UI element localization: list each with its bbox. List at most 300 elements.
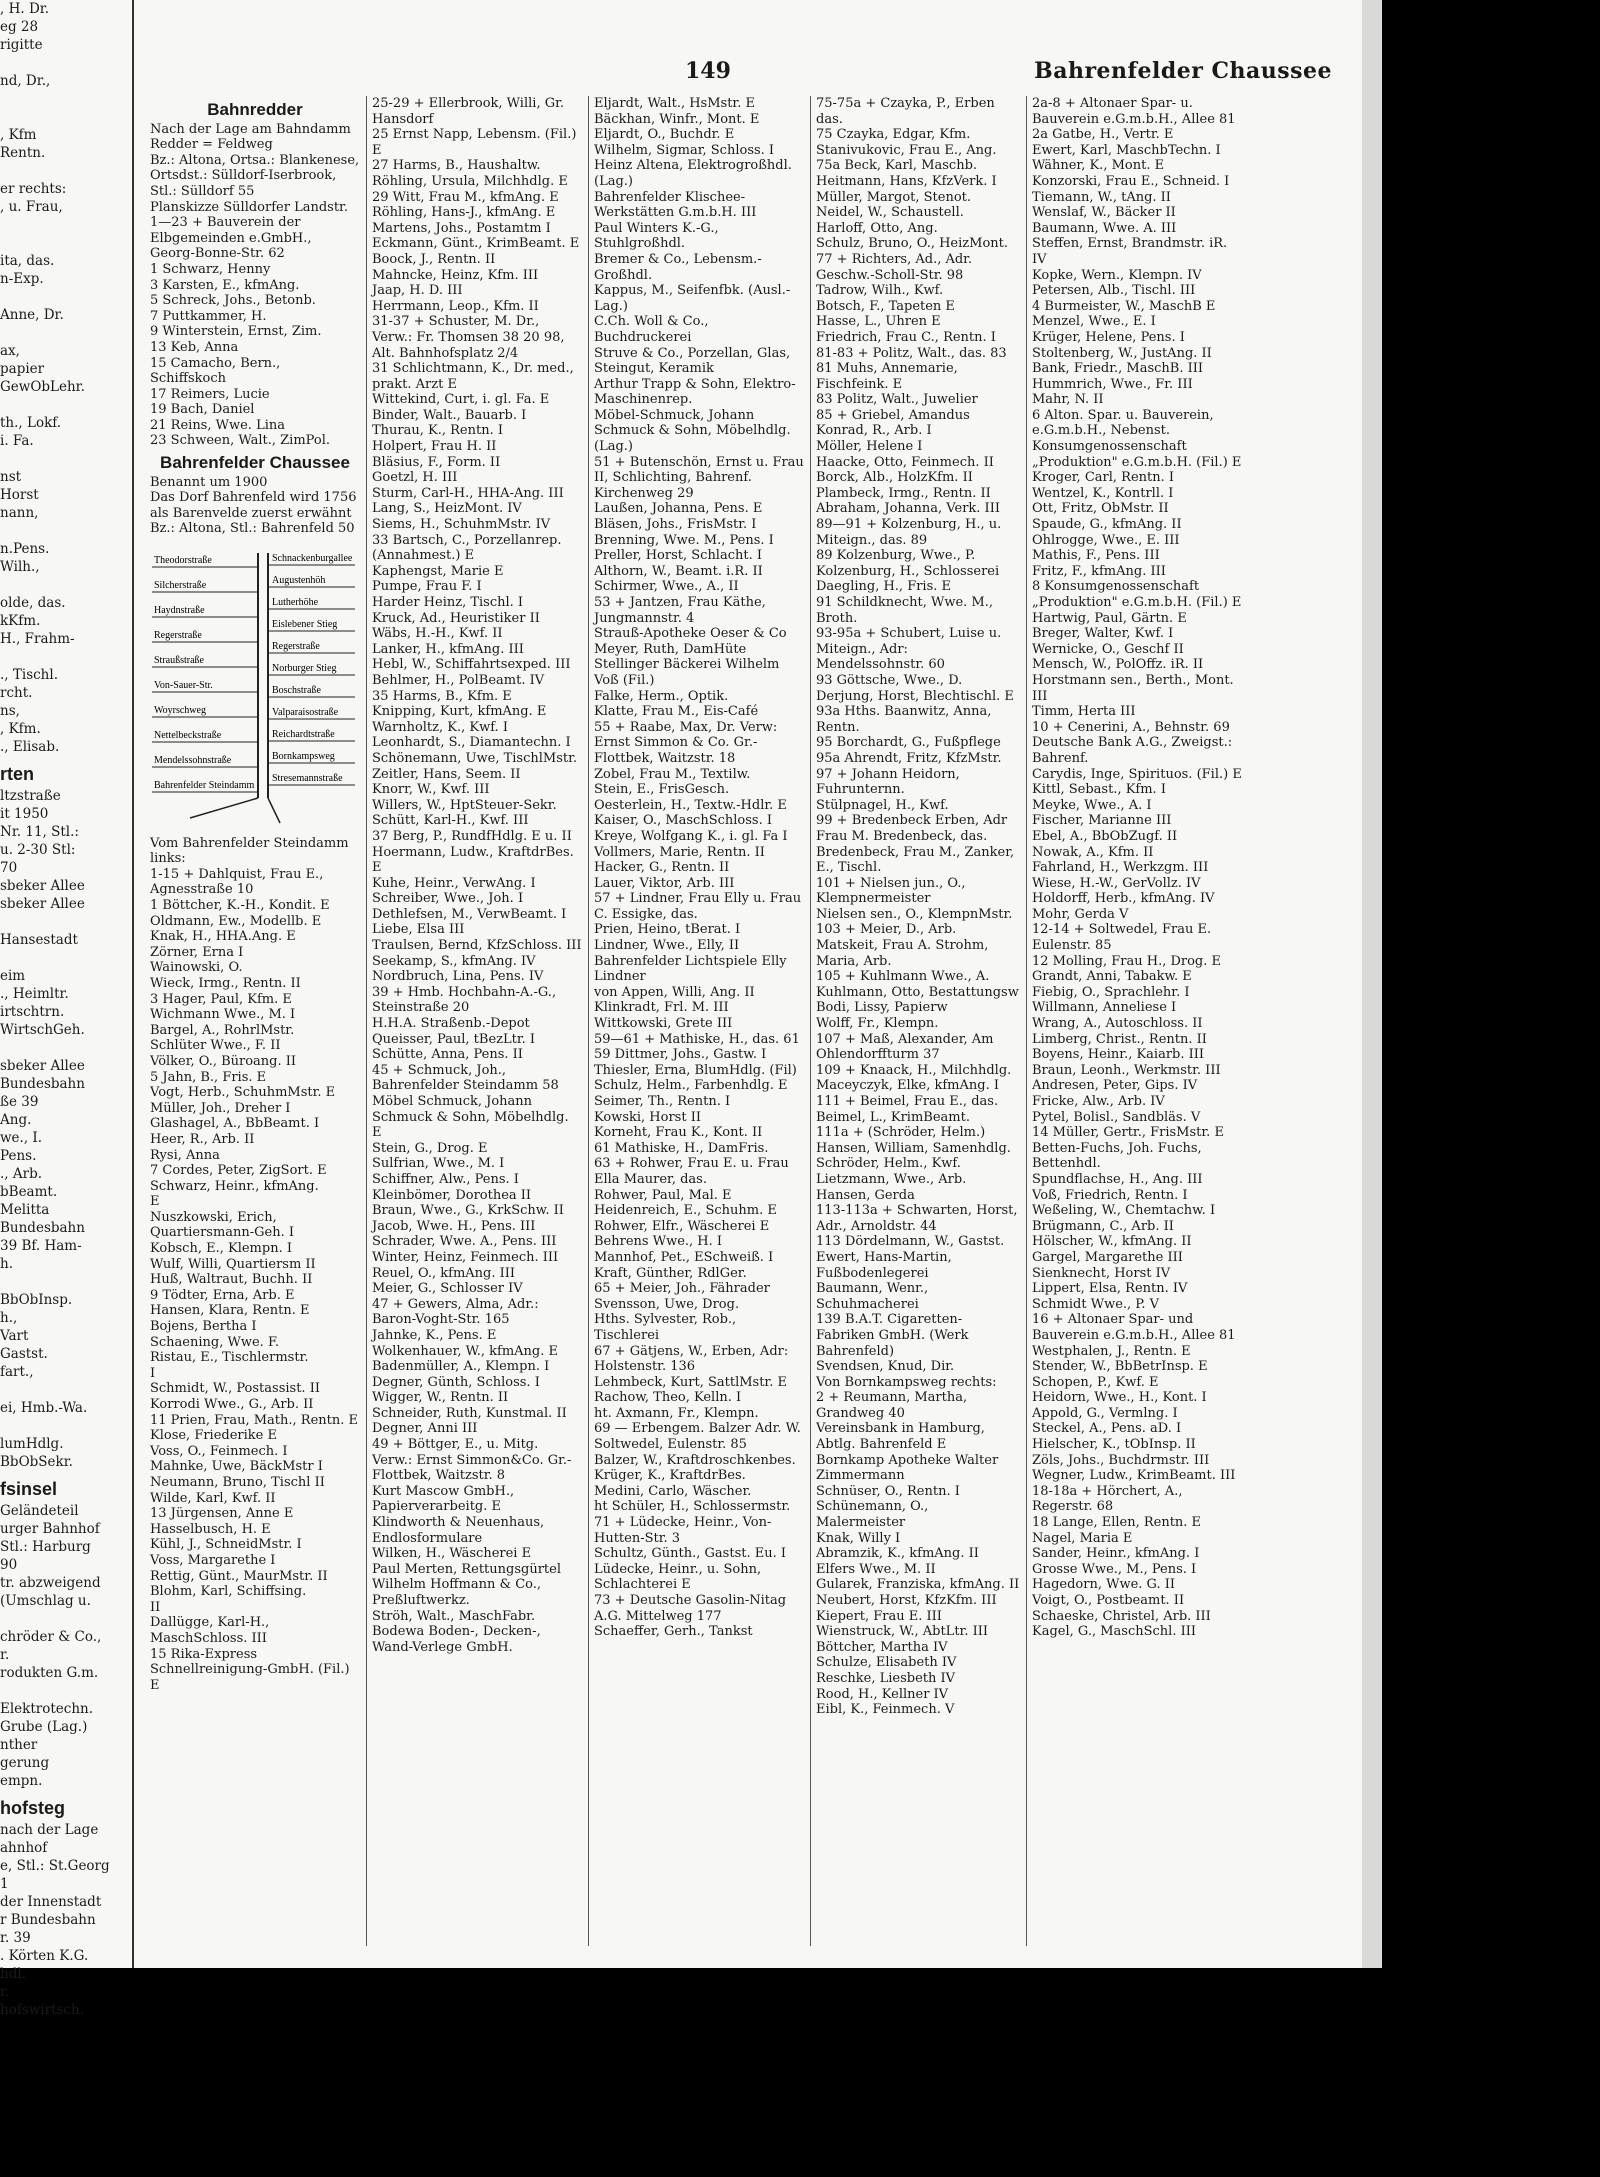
directory-entry: Jahnke, K., Pens. E: [372, 1327, 497, 1343]
directory-entry: 93-95a + Schubert, Luise u. Miteign., Adr: Mendelssohnstr. 60: [816, 626, 1006, 673]
directory-entry: Oesterlein, H., Textw.-Hdlr. E: [594, 797, 787, 813]
entry-list: [816, 96, 1020, 1718]
directory-entry: Elfers Wwe., M. II: [816, 1561, 936, 1577]
directory-entry: Konzorski, Frau E., Schneid. I: [1032, 173, 1230, 189]
directory-entry: Kaphengst, Marie E: [372, 563, 504, 579]
directory-entry: Grandt, Anni, Tabakw. E: [1032, 969, 1192, 985]
directory-entry: Glashagel, A., BbBeamt. I: [150, 1116, 320, 1132]
fragment-line: [0, 216, 132, 234]
directory-entry: Knak, H., HHA.Ang. E: [150, 929, 296, 945]
directory-entry: Schünemann, O., Malermeister: [816, 1499, 933, 1531]
directory-entry: Schirmer, Wwe., A., II: [594, 579, 739, 595]
directory-entry: 25-29 + Ellerbrook, Willi, Gr. Hansdorf: [372, 96, 569, 127]
directory-entry: Müller, Margot, Stenot.: [816, 189, 972, 205]
directory-entry: 21 Reins, Wwe. Lina: [150, 417, 285, 433]
directory-entry: Falke, Herm., Optik.: [594, 688, 729, 704]
directory-entry: Leonhardt, S., Diamantechn. I: [372, 735, 571, 751]
fragment-line: , H. Dr.: [0, 1, 50, 17]
fragment-line: [0, 1610, 132, 1628]
fragment-line: lumHdlg.: [0, 1436, 64, 1452]
directory-entry: Klose, Friederike E: [150, 1428, 277, 1444]
directory-entry: Warnholtz, K., Kwf. I: [372, 719, 508, 735]
directory-entry: Krüger, K., KraftdrBes.: [594, 1468, 746, 1484]
directory-entry: Spundflachse, H., Ang. III: [1032, 1171, 1203, 1187]
directory-entry: Möller, Helene I: [816, 439, 923, 455]
directory-entry: Medini, Carlo, Wäscher.: [594, 1483, 752, 1499]
fragment-line: ltzstraße: [0, 788, 61, 804]
directory-entry: Heidenreich, E., Schuhm. E: [594, 1203, 777, 1219]
page-title: Bahrenfelder Chaussee: [1034, 58, 1332, 84]
directory-entry: 75-75a + Czayka, P., Erben das.: [816, 96, 999, 127]
directory-entry: 2a-8 + Altonaer Spar- u. Bauverein e.G.m.b.H., Allee 81: [1032, 96, 1236, 127]
directory-entry: Schlüter Wwe., F. II: [150, 1038, 281, 1054]
directory-entry: Eibl, K., Feinmech. V: [816, 1702, 955, 1718]
directory-entry: Stülpnagel, H., Kwf.: [816, 797, 949, 813]
directory-entry: Pytel, Bolisl., Sandbläs. V: [1032, 1109, 1201, 1125]
directory-entry: Voss, O., Feinmech. I: [150, 1443, 288, 1459]
directory-entry: I: [150, 1365, 156, 1381]
directory-entry: Holpert, Frau H. II: [372, 439, 497, 455]
directory-entry: Prien, Heino, tBerat. I: [594, 922, 741, 938]
directory-entry: Fahrland, H., Werkzgm. III: [1032, 860, 1209, 876]
fragment-line: sbeker Allee: [0, 896, 85, 912]
map-street-label: Mendelssohnstraße: [154, 755, 232, 767]
fragment-line: eg 28: [0, 19, 39, 35]
fragment-line: Wilh.,: [0, 559, 40, 575]
directory-entry: Eljardt, Walt., HsMstr. E: [594, 96, 755, 111]
directory-entry: Lang, S., HeizMont. IV: [372, 501, 522, 517]
map-street-label: Haydnstraße: [154, 605, 205, 617]
column-3: [594, 96, 808, 1946]
directory-entry: 49 + Böttger, E., u. Mitg. Verw.: Ernst Simmon&Co. Gr.-Flottbek, Waitzstr. 8: [372, 1437, 572, 1484]
fragment-line: , u. Frau,: [0, 199, 63, 215]
map-street-label: Eislebener Stieg: [272, 619, 338, 631]
directory-entry: Jacob, Wwe. H., Pens. III: [372, 1218, 536, 1234]
map-street-label: Bahrenfelder Steindamm: [154, 780, 255, 792]
street-heading: Bahrenfelder Chaussee: [160, 453, 350, 473]
directory-entry: 5 Jahn, B., Fris. E: [150, 1069, 267, 1085]
directory-entry: 37 Berg, P., RundfHdlg. E u. II: [372, 828, 572, 844]
fragment-line: tr. abzweigend: [0, 1575, 101, 1591]
directory-entry: 7 Puttkammer, H.: [150, 308, 267, 324]
directory-entry: 14 Müller, Gertr., FrisMstr. E: [1032, 1125, 1224, 1141]
directory-entry: Willmann, Anneliese I: [1032, 1000, 1177, 1016]
column-divider: [366, 96, 367, 1946]
fragment-line: empn.: [0, 1773, 43, 1789]
fragment-line: we., I.: [0, 1130, 43, 1146]
directory-entry: Ströh, Walt., MaschFabr.: [372, 1608, 536, 1624]
directory-entry: Limberg, Christ., Rentn. II: [1032, 1031, 1207, 1047]
directory-entry: Brügmann, C., Arb. II: [1032, 1218, 1174, 1234]
fragment-line: h.,: [0, 1310, 18, 1326]
fragment-line: hdl.: [0, 1966, 26, 1982]
fragment-line: u. 2-30 Stl:: [0, 842, 76, 858]
directory-entry: Andresen, Peter, Gips. IV: [1032, 1078, 1198, 1094]
directory-entry: Knipping, Kurt, kfmAng. E: [372, 704, 547, 720]
directory-entry: Kaiser, O., MaschSchloss. I: [594, 813, 773, 829]
directory-entry: Voss, Margarethe I: [150, 1552, 276, 1568]
fragment-line: Gastst.: [0, 1346, 48, 1362]
directory-entry: 3 Hager, Paul, Kfm. E: [150, 991, 292, 1007]
directory-entry: Ott, Fritz, ObMstr. II: [1032, 501, 1169, 517]
directory-entry: Oldmann, Ew., Modellb. E: [150, 913, 322, 929]
directory-entry: Kleinbömer, Dorothea II: [372, 1187, 532, 1203]
directory-entry: Paul Merten, Rettungsgürtel: [372, 1561, 562, 1577]
directory-entry: Hebl, W., Schiffahrtsexped. III: [372, 657, 571, 673]
directory-entry: Huß, Waltraut, Buchh. II: [150, 1272, 313, 1288]
fragment-line: n-Exp.: [0, 271, 44, 287]
directory-entry: 53 + Jantzen, Frau Käthe, Jungmannstr. 4: [594, 595, 770, 626]
directory-entry: 99 + Bredenbeck Erben, Adr Frau M. Bredenbeck, das.: [816, 813, 1012, 844]
fragment-line: 39 Bf. Ham-: [0, 1238, 82, 1254]
fragment-line: sbeker Allee: [0, 878, 85, 894]
directory-entry: Fischer, Marianne III: [1032, 813, 1172, 829]
fragment-line: [0, 288, 132, 306]
directory-entry: Rood, H., Kellner IV: [816, 1686, 949, 1702]
directory-entry: 4 Burmeister, W., MaschB E: [1032, 298, 1216, 314]
directory-entry: 1 Schwarz, Henny: [150, 261, 271, 277]
directory-entry: Deutsche Bank A.G., Zweigst.: Bahrenf.: [1032, 735, 1237, 766]
directory-entry: Horstmann sen., Berth., Mont. III: [1032, 672, 1238, 704]
directory-entry: Schaeffer, Gerh., Tankst: [594, 1624, 753, 1640]
directory-entry: Winter, Heinz, Feinmech. III: [372, 1249, 559, 1265]
directory-entry: Rysi, Anna: [150, 1147, 220, 1163]
directory-entry: Stein, G., Drog. E: [372, 1140, 488, 1156]
directory-entry: 13 Jürgensen, Anne E: [150, 1506, 294, 1522]
map-street-label: Nettelbeckstraße: [154, 730, 222, 742]
directory-entry: Hartwig, Paul, Gärtn. E: [1032, 610, 1187, 626]
fragment-line: nach der Lage: [0, 1822, 99, 1838]
directory-entry: 47 + Gewers, Alma, Adr.: Baron-Voght-Str. 165: [372, 1296, 543, 1328]
fragment-line: ei, Hmb.-Wa.: [0, 1400, 88, 1416]
directory-entry: Boock, J., Rentn. II: [372, 251, 496, 267]
fragment-line: Bundesbahn: [0, 1220, 85, 1236]
directory-entry: Daegling, H., Fris. E: [816, 579, 952, 595]
fragment-line: irtschtrn.: [0, 1004, 65, 1020]
fragment-line: r.: [0, 1984, 10, 2000]
directory-entry: Balzer, W., Kraftdroschkenbes.: [594, 1452, 796, 1468]
directory-entry: Friedrich, Frau C., Rentn. I: [816, 329, 996, 345]
fragment-line: ax,: [0, 343, 20, 359]
directory-entry: Schönemann, Uwe, TischlMstr.: [372, 750, 578, 766]
directory-entry: Mahncke, Heinz, Kfm. III: [372, 267, 539, 283]
directory-entry: Stanivukovic, Frau E., Ang.: [816, 142, 997, 158]
directory-entry: 91 Schildknecht, Wwe. M., Broth.: [816, 595, 998, 626]
directory-entry: Botsch, F., Tapeten E: [816, 298, 955, 314]
directory-entry: Schultz, Günth., Gastst. Eu. I: [594, 1546, 787, 1562]
directory-entry: Wäbs, H.-H., Kwf. II: [372, 626, 503, 642]
directory-entry: Bremer & Co., Lebensm.-Großhdl.: [594, 251, 762, 283]
directory-entry: Spaude, G., kfmAng. II: [1032, 517, 1182, 533]
fragment-line: kKfm.: [0, 613, 41, 629]
fragment-line: chröder & Co.,: [0, 1629, 102, 1645]
directory-entry: 19 Bach, Daniel: [150, 402, 255, 418]
directory-entry: Lauer, Viktor, Arb. III: [594, 875, 735, 891]
directory-entry: 89—91 + Kolzenburg, H., u. Miteign., das. 89: [816, 517, 1006, 548]
fragment-line: [0, 450, 132, 468]
directory-entry: Menzel, Wwe., E. I: [1032, 314, 1156, 330]
directory-entry: Hths. Sylvester, Rob., Tischlerei: [594, 1312, 741, 1343]
map-street-label: Regerstraße: [272, 641, 320, 653]
directory-entry: 101 + Nielsen jun., O., Klempnermeister: [816, 875, 970, 907]
fragment-line: ns,: [0, 703, 20, 719]
fragment-line: [0, 1417, 132, 1435]
directory-entry: Wichmann Wwe., M. I: [150, 1007, 296, 1023]
fragment-line: h.: [0, 1256, 13, 1272]
fragment-line: ., Tischl.: [0, 667, 58, 683]
directory-entry: II: [150, 1599, 161, 1615]
directory-entry: Lippert, Elsa, Rentn. IV: [1032, 1281, 1188, 1297]
directory-entry: 2 + Reumann, Martha, Grandweg 40: [816, 1390, 972, 1421]
directory-entry: Mahnke, Uwe, BäckMstr I: [150, 1459, 323, 1475]
directory-entry: Wulf, Willi, Quartiersm II: [150, 1256, 316, 1272]
fragment-line: Rentn.: [0, 145, 46, 161]
directory-entry: 107 + Maß, Alexander, Am Ohlendorffturm 37: [816, 1031, 998, 1063]
directory-entry: Hagedorn, Wwe. G. II: [1032, 1577, 1176, 1593]
directory-entry: Stender, W., BbBetrInsp. E: [1032, 1359, 1208, 1375]
directory-entry: Bahrenfelder Lichtspiele Elly Lindner: [594, 953, 791, 985]
fragment-line: it 1950: [0, 806, 49, 822]
map-street-label: Woyrschweg: [154, 705, 206, 717]
directory-entry: Nielsen sen., O., KlempnMstr.: [816, 906, 1013, 922]
directory-entry: Schmidt, W., Postassist. II: [150, 1381, 320, 1397]
fragment-line: nst: [0, 469, 22, 485]
directory-entry: Wilhelm, Sigmar, Schloss. I: [594, 142, 775, 158]
directory-entry: Paul Winters K.-G., Stuhlgroßhdl.: [594, 220, 723, 252]
directory-entry: 1 Böttcher, K.-H., Kondit. E: [150, 898, 330, 913]
directory-entry: 7 Cordes, Peter, ZigSort. E: [150, 1163, 327, 1179]
fragment-heading: fsinsel: [0, 1479, 58, 1499]
directory-entry: Bahrenfelder Klischee-Werkstätten G.m.b.H. III: [594, 189, 757, 221]
fragment-line: [0, 54, 132, 72]
directory-entry: Jaap, H. D. III: [372, 283, 463, 299]
fragment-line: , Kfm.: [0, 721, 41, 737]
directory-entry: 95a Ahrendt, Fritz, KfzMstr.: [816, 750, 1002, 766]
directory-entry: Kowski, Horst II: [594, 1109, 701, 1125]
fragment-line: Geländeteil: [0, 1503, 79, 1519]
directory-entry: 29 Witt, Frau M., kfmAng. E: [372, 189, 559, 205]
directory-entry: 139 B.A.T. Cigaretten-Fabriken GmbH. (Werk Bahrenfeld): [816, 1312, 973, 1359]
directory-entry: Reschke, Liesbeth IV: [816, 1670, 956, 1686]
directory-entry: Lietzmann, Wwe., Arb.: [816, 1171, 967, 1187]
directory-entry: Knorr, W., Kwf. III: [372, 782, 490, 798]
directory-entry: Neubert, Horst, KfzKfm. III: [816, 1593, 997, 1608]
directory-entry: 31-37 + Schuster, M. Dr., Verw.: Fr. Thomsen 38 20 98, Alt. Bahnhofsplatz 2/4: [372, 314, 569, 361]
directory-entry: Sander, Heinr., kfmAng. I: [1032, 1546, 1200, 1562]
directory-entry: Das Dorf Bahrenfeld wird 1756 als Barenvelde zuerst erwähnt: [150, 490, 361, 521]
fragment-line: r.: [0, 1647, 10, 1663]
directory-entry: Siems, H., SchuhmMstr. IV: [372, 517, 551, 533]
column-1: [150, 96, 364, 1946]
directory-entry: 63 + Rohwer, Frau E. u. Frau Ella Maurer, das.: [594, 1156, 793, 1187]
directory-entry: Heidorn, Wwe., H., Kont. I: [1032, 1390, 1207, 1406]
fragment-line: , Kfm: [0, 127, 37, 143]
directory-entry: Bodi, Lissy, Papierw: [816, 1000, 948, 1016]
page-edge: [1362, 0, 1382, 1968]
directory-entry: 71 + Lüdecke, Heinr., Von-Hutten-Str. 3: [594, 1515, 772, 1546]
directory-entry: Bredenbeck, Frau M., Zanker, E., Tischl.: [816, 844, 1019, 876]
directory-entry: 45 + Schmuck, Joh., Bahrenfelder Steindamm 58: [372, 1062, 559, 1094]
directory-entry: 113 Dördelmann, W., Gastst.: [816, 1234, 1005, 1250]
fragment-line: fart.,: [0, 1364, 34, 1380]
entry-list: [150, 121, 364, 449]
directory-entry: Vereinsbank in Hamburg, Abtlg. Bahrenfeld E: [816, 1421, 990, 1453]
map-street-label: Straußstraße: [154, 655, 204, 667]
directory-entry: 1-15 + Dahlquist, Frau E., Agnesstraße 10: [150, 866, 328, 898]
fragment-line: Horst: [0, 487, 39, 503]
directory-entry: Blohm, Karl, Schiffsing.: [150, 1584, 307, 1600]
fragment-line: Vart: [0, 1328, 29, 1344]
fragment-line: rodukten G.m.: [0, 1665, 99, 1681]
directory-entry: C.Ch. Woll & Co., Buchdruckerei: [594, 314, 713, 345]
directory-entry: Rettig, Günt., MaurMstr. II: [150, 1568, 328, 1584]
directory-entry: Hacker, G., Rentn. II: [594, 860, 730, 876]
directory-entry: 12-14 + Soltwedel, Frau E. Eulenstr. 85: [1032, 922, 1216, 954]
directory-entry: Degner, Günth, Schloss. I: [372, 1374, 540, 1390]
directory-entry: 3 Karsten, E., kfmAng.: [150, 277, 300, 293]
directory-entry: Hielscher, K., tObInsp. II: [1032, 1437, 1196, 1453]
directory-entry: H.H.A. Straßenb.-Depot: [372, 1016, 530, 1032]
fragment-line: [0, 396, 132, 414]
column-divider: [1026, 96, 1027, 1946]
directory-entry: Svendsen, Knud, Dir.: [816, 1359, 955, 1375]
directory-entry: Benannt um 1900: [150, 474, 268, 490]
street-sketch-map: [150, 543, 360, 828]
page-header: [145, 58, 1332, 82]
directory-entry: Goetzl, H. III: [372, 470, 458, 486]
directory-entry: Tadrow, Wilh., Kwf.: [816, 283, 944, 299]
directory-entry: Fricke, Alw., Arb. IV: [1032, 1094, 1165, 1109]
directory-entry: Korrodi Wwe., G., Arb. II: [150, 1397, 314, 1412]
directory-entry: Brenning, Wwe. M., Pens. I: [594, 532, 774, 548]
column-5: [1032, 96, 1242, 1946]
fragment-line: der Innenstadt: [0, 1894, 102, 1910]
directory-entry: Mensch, W., PolOffz. iR. II: [1032, 657, 1204, 673]
fragment-line: n.Pens.: [0, 541, 50, 557]
fragment-line: Elektrotechn.: [0, 1701, 94, 1717]
directory-entry: Bank, Friedr., MaschB. III: [1032, 361, 1204, 377]
fragment-line: Melitta: [0, 1202, 50, 1218]
directory-entry: 18-18a + Hörchert, A., Regerstr. 68: [1032, 1483, 1187, 1515]
directory-entry: 55 + Raabe, Max, Dr. Verw: Ernst Simmon & Co. Gr.-Flottbek, Waitzstr. 18: [594, 719, 782, 766]
directory-entry: Wittekind, Curt, i. gl. Fa. E: [372, 392, 550, 408]
fragment-line: Bundesbahn: [0, 1076, 85, 1092]
directory-entry: Herrmann, Leop., Kfm. II: [372, 298, 539, 314]
directory-entry: Korneht, Frau K., Kont. II: [594, 1125, 763, 1141]
directory-entry: Kittl, Sebast., Kfm. I: [1032, 782, 1166, 798]
directory-entry: Abramzik, K., kfmAng. II: [816, 1546, 979, 1562]
directory-entry: Althorn, W., Beamt. i.R. II: [594, 563, 763, 579]
directory-entry: Voß, Friedrich, Rentn. I: [1032, 1187, 1188, 1203]
directory-entry: Grosse Wwe., M., Pens. I: [1032, 1561, 1197, 1577]
directory-entry: Zörner, Erna I: [150, 944, 244, 960]
fragment-line: Ang.: [0, 1112, 32, 1128]
fragment-line: Anne, Dr.: [0, 307, 64, 323]
fragment-line: 70: [0, 860, 18, 876]
directory-entry: Rachow, Theo, Kelln. I: [594, 1390, 742, 1406]
fragment-line: [0, 324, 132, 342]
directory-entry: Stellinger Bäckerei Wilhelm Voß (Fil.): [594, 657, 784, 688]
directory-entry: Steffen, Ernst, Brandmstr. iR. IV: [1032, 236, 1232, 267]
directory-entry: Wolkenhauer, W., kfmAng. E: [372, 1343, 558, 1359]
directory-entry: Ebel, A., BbObZugf. II: [1032, 828, 1178, 844]
directory-entry: Mohr, Gerda V: [1032, 906, 1129, 922]
map-street-label: Theodorstraße: [154, 555, 212, 567]
directory-entry: Wieck, Irmg., Rentn. II: [150, 975, 301, 991]
fragment-line: (Umschlag u.: [0, 1593, 91, 1609]
fragment-line: nd, Dr.,: [0, 73, 51, 89]
directory-entry: Baumann, Wwe. A. III: [1032, 220, 1177, 236]
directory-entry: Lanker, H., kfmAng. III: [372, 641, 524, 657]
fragment-line: er rechts:: [0, 181, 67, 197]
directory-entry: Ristau, E., Tischlermstr.: [150, 1350, 309, 1366]
directory-entry: Queisser, Paul, tBezLtr. I: [372, 1031, 536, 1047]
fragment-line: r. 39: [0, 1930, 31, 1946]
entry-list: [372, 96, 582, 1655]
directory-entry: Gargel, Margarethe III: [1032, 1249, 1183, 1265]
directory-entry: Traulsen, Bernd, KfzSchloss. III: [372, 938, 582, 954]
fragment-line: WirtschGeh.: [0, 1022, 85, 1038]
directory-entry: Rohwer, Paul, Mal. E: [594, 1187, 732, 1203]
directory-entry: 51 + Butenschön, Ernst u. Frau II, Schlichting, Bahrenf. Kirchenweg 29: [594, 454, 808, 501]
directory-entry: Fiebig, O., Sprachlehr. I: [1032, 984, 1190, 1000]
directory-entry: Röhling, Ursula, Milchhdlg. E: [372, 173, 568, 189]
directory-entry: Harloff, Otto, Ang.: [816, 220, 938, 236]
directory-entry: 103 + Meier, D., Arb. Matskeit, Frau A. Strohm, Maria, Arb.: [816, 922, 993, 969]
directory-entry: Lindner, Wwe., Elly, II: [594, 938, 740, 954]
directory-entry: 27 Harms, B., Haushaltw.: [372, 158, 541, 174]
column-divider: [810, 96, 811, 1946]
directory-entry: Eckmann, Günt., KrimBeamt. E: [372, 236, 580, 252]
directory-entry: Zöls, Johs., Buchdrmstr. III: [1032, 1452, 1210, 1468]
directory-entry: 15 Camacho, Bern., Schiffskoch: [150, 355, 285, 387]
directory-entry: 113-113a + Schwarten, Horst, Adr., Arnoldstr. 44: [816, 1203, 1022, 1234]
directory-entry: Braun, Leonh., Werkmstr. III: [1032, 1062, 1221, 1078]
directory-entry: 89 Kolzenburg, Wwe., P. Kolzenburg, H., Schlosserei: [816, 548, 1000, 579]
directory-entry: Müller, Joh., Dreher I: [150, 1100, 291, 1116]
directory-entry: Steckel, A., Pens. aD. I: [1032, 1421, 1182, 1437]
directory-entry: Ewert, Hans-Martin, Fußbodenlegerei: [816, 1249, 956, 1281]
directory-entry: Klatte, Frau M., Eis-Café: [594, 704, 759, 720]
map-street-label: Bornkampsweg: [272, 751, 335, 763]
directory-entry: Struve & Co., Porzellan, Glas, Steingut, Keramik: [594, 345, 795, 377]
directory-entry: Kuhe, Heinr., VerwAng. I: [372, 875, 536, 891]
street-heading: Bahnredder: [207, 100, 303, 119]
directory-entry: E: [150, 1194, 160, 1210]
directory-entry: Nordbruch, Lina, Pens. IV: [372, 969, 544, 985]
directory-entry: Bargel, A., RohrlMstr.: [150, 1022, 295, 1038]
directory-entry: Breger, Walter, Kwf. I: [1032, 626, 1174, 642]
directory-entry: 23 Schween, Walt., ZimPol.: [150, 433, 331, 449]
map-street-label: Lutherhöhe: [272, 597, 319, 609]
directory-entry: Fritz, F., kfmAng. III: [1032, 563, 1166, 579]
directory-entry: Bodewa Boden-, Decken-, Wand-Verlege GmbH.: [372, 1624, 545, 1655]
fragment-line: bBeamt.: [0, 1184, 58, 1200]
directory-entry: Arthur Trapp & Sohn, Elektro-Maschinenrep.: [594, 376, 796, 408]
directory-entry: Hummrich, Wwe., Fr. III: [1032, 376, 1193, 392]
directory-entry: ht. Axmann, Fr., Klempn.: [594, 1405, 759, 1421]
directory-entry: 25 Ernst Napp, Lebensm. (Fil.) E: [372, 127, 581, 158]
directory-entry: Dethlefsen, M., VerwBeamt. I: [372, 906, 567, 922]
directory-entry: Schütt, Karl-H., Kwf. III: [372, 813, 529, 829]
directory-entry: 93 Göttsche, Wwe., D. Derjung, Horst, Blechtischl. E: [816, 672, 1014, 704]
directory-entry: Maceyczyk, Elke, kfmAng. I: [816, 1078, 999, 1094]
fragment-line: papier: [0, 361, 45, 377]
directory-entry: Baumann, Wenr., Schuhmacherei: [816, 1281, 933, 1312]
fragment-line: ., Arb.: [0, 1166, 43, 1182]
directory-entry: Mannhof, Pet., ESchweiß. I: [594, 1249, 774, 1265]
fragment-line: nther: [0, 1737, 38, 1753]
